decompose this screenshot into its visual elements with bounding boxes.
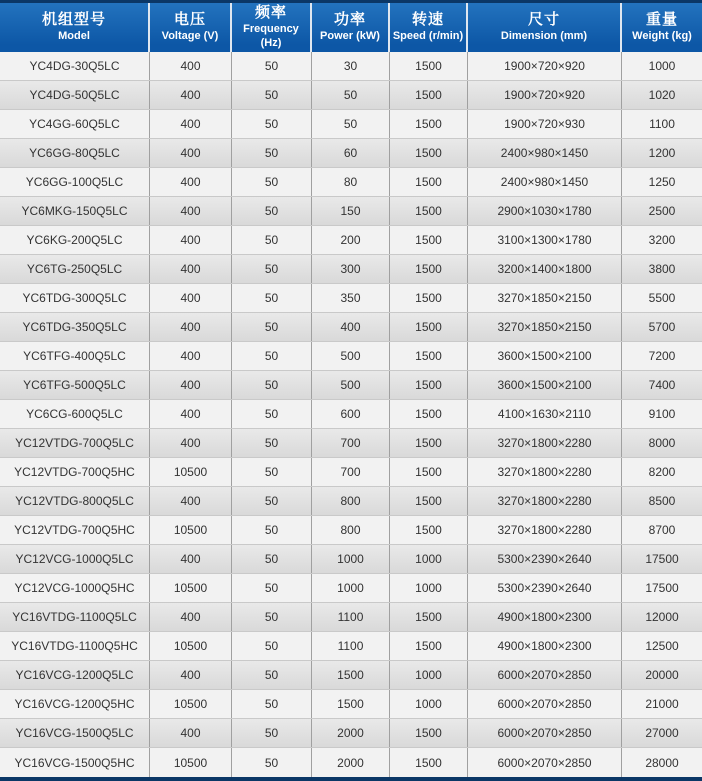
cell-model: YC6MKG-150Q5LC [0,197,150,225]
cell-power: 400 [312,313,390,341]
column-header-frequency-zh: 频率 [254,4,287,22]
cell-frequency: 50 [232,458,312,486]
cell-speed: 1500 [390,110,468,138]
column-header-speed-en: Speed (r/min) [392,30,464,42]
cell-speed: 1500 [390,371,468,399]
cell-dimension: 3270×1800×2280 [468,429,622,457]
cell-dimension: 2900×1030×1780 [468,197,622,225]
cell-speed: 1000 [390,545,468,573]
table-row [0,545,702,574]
cell-frequency: 50 [232,429,312,457]
cell-dimension: 4900×1800×2300 [468,603,622,631]
cell-voltage: 10500 [150,632,232,660]
cell-weight: 17500 [645,581,679,595]
cell-weight: 8200 [648,465,676,479]
cell-speed: 1500 [390,400,468,428]
cell-model: YC6TFG-500Q5LC [0,371,150,399]
cell-speed: 1000 [390,690,468,718]
cell-voltage: 400 [150,226,232,254]
cell-model: YC16VCG-1500Q5HC [0,748,150,777]
cell-frequency: 50 [232,748,312,777]
column-header-dimension-zh: 尺寸 [527,11,560,29]
cell-weight: 3800 [648,262,676,276]
table-row [0,284,702,313]
cell-model: YC16VCG-1500Q5LC [0,719,150,747]
column-header-frequency-en: Frequency (Hz) [243,23,299,49]
table-row [0,603,702,632]
cell-model: YC4DG-30Q5LC [0,52,150,80]
cell-model: YC6KG-200Q5LC [0,226,150,254]
column-header-voltage [150,3,232,52]
cell-voltage: 400 [150,110,232,138]
cell-frequency: 50 [232,313,312,341]
cell-voltage: 400 [150,545,232,573]
cell-voltage: 10500 [150,690,232,718]
column-header-dimension [468,3,622,52]
cell-model: YC16VCG-1200Q5HC [0,690,150,718]
cell-weight: 17500 [645,552,679,566]
cell-power: 1500 [312,661,390,689]
cell-power: 1000 [312,545,390,573]
cell-power: 500 [312,371,390,399]
cell-voltage: 400 [150,661,232,689]
cell-dimension: 4900×1800×2300 [468,632,622,660]
column-header-model-en: Model [58,30,90,42]
cell-power: 1000 [312,574,390,602]
table-row [0,429,702,458]
cell-weight: 20000 [645,668,679,682]
cell-weight: 9100 [648,407,676,421]
cell-frequency: 50 [232,81,312,109]
cell-dimension: 3600×1500×2100 [468,371,622,399]
cell-voltage: 400 [150,197,232,225]
cell-weight: 27000 [645,726,679,740]
table-row [0,197,702,226]
column-header-speed-zh: 转速 [411,11,444,29]
column-header-power-zh: 功率 [333,11,366,29]
cell-weight: 21000 [645,697,679,711]
column-header-weight-zh: 重量 [645,11,678,29]
cell-dimension: 3270×1850×2150 [468,313,622,341]
cell-frequency: 50 [232,139,312,167]
cell-dimension: 1900×720×920 [468,81,622,109]
cell-speed: 1000 [390,661,468,689]
cell-voltage: 400 [150,139,232,167]
cell-dimension: 5300×2390×2640 [468,574,622,602]
cell-power: 700 [312,429,390,457]
cell-frequency: 50 [232,603,312,631]
cell-voltage: 400 [150,81,232,109]
cell-voltage: 10500 [150,574,232,602]
table-row [0,313,702,342]
cell-model: YC4GG-60Q5LC [0,110,150,138]
table-header-row [0,3,702,52]
cell-model: YC16VTDG-1100Q5HC [0,632,150,660]
cell-frequency: 50 [232,487,312,515]
table-row [0,719,702,748]
table-row [0,574,702,603]
cell-frequency: 50 [232,342,312,370]
cell-dimension: 6000×2070×2850 [468,719,622,747]
cell-weight: 1250 [648,175,676,189]
cell-frequency: 50 [232,255,312,283]
table-row [0,690,702,719]
cell-model: YC6TG-250Q5LC [0,255,150,283]
cell-voltage: 400 [150,313,232,341]
cell-speed: 1500 [390,313,468,341]
column-header-weight-en: Weight (kg) [632,30,692,42]
cell-power: 600 [312,400,390,428]
cell-frequency: 50 [232,197,312,225]
cell-dimension: 3270×1800×2280 [468,516,622,544]
cell-power: 50 [312,110,390,138]
column-header-dimension-en: Dimension (mm) [500,30,588,42]
cell-power: 50 [312,81,390,109]
cell-speed: 1500 [390,516,468,544]
cell-weight: 8500 [648,494,676,508]
column-header-model [0,3,150,52]
cell-voltage: 400 [150,371,232,399]
cell-power: 350 [312,284,390,312]
cell-weight: 3200 [648,233,676,247]
column-header-voltage-en: Voltage (V) [161,30,219,42]
cell-frequency: 50 [232,371,312,399]
cell-weight: 8700 [648,523,676,537]
cell-dimension: 2400×980×1450 [468,168,622,196]
cell-model: YC16VCG-1200Q5LC [0,661,150,689]
table-body [0,52,702,777]
table-row [0,81,702,110]
table-row [0,748,702,777]
cell-power: 2000 [312,719,390,747]
column-header-voltage-zh: 电压 [173,11,206,29]
cell-power: 1100 [312,632,390,660]
cell-dimension: 1900×720×930 [468,110,622,138]
table-row [0,632,702,661]
cell-dimension: 3270×1850×2150 [468,284,622,312]
cell-model: YC6CG-600Q5LC [0,400,150,428]
cell-frequency: 50 [232,168,312,196]
table-row [0,371,702,400]
table-row [0,400,702,429]
cell-power: 60 [312,139,390,167]
cell-model: YC4DG-50Q5LC [0,81,150,109]
cell-model: YC12VTDG-700Q5HC [0,458,150,486]
column-header-frequency [232,3,312,52]
cell-dimension: 6000×2070×2850 [468,748,622,777]
cell-speed: 1500 [390,719,468,747]
cell-dimension: 3100×1300×1780 [468,226,622,254]
cell-power: 1500 [312,690,390,718]
cell-model: YC6TFG-400Q5LC [0,342,150,370]
cell-speed: 1500 [390,603,468,631]
cell-weight: 28000 [645,755,679,770]
column-header-speed [390,3,468,52]
cell-model: YC12VCG-1000Q5HC [0,574,150,602]
cell-voltage: 400 [150,487,232,515]
cell-model: YC12VTDG-700Q5LC [0,429,150,457]
cell-voltage: 400 [150,603,232,631]
cell-speed: 1500 [390,342,468,370]
column-header-model-zh: 机组型号 [41,11,106,29]
cell-speed: 1000 [390,574,468,602]
cell-power: 80 [312,168,390,196]
table-row [0,255,702,284]
cell-weight: 1200 [648,146,676,160]
cell-model: YC6GG-80Q5LC [0,139,150,167]
cell-speed: 1500 [390,139,468,167]
cell-dimension: 3600×1500×2100 [468,342,622,370]
cell-power: 2000 [312,748,390,777]
cell-speed: 1500 [390,52,468,80]
cell-model: YC12VTDG-800Q5LC [0,487,150,515]
cell-power: 300 [312,255,390,283]
cell-power: 700 [312,458,390,486]
cell-voltage: 400 [150,719,232,747]
cell-model: YC12VCG-1000Q5LC [0,545,150,573]
cell-frequency: 50 [232,284,312,312]
table-row [0,139,702,168]
cell-speed: 1500 [390,197,468,225]
cell-dimension: 3200×1400×1800 [468,255,622,283]
cell-speed: 1500 [390,81,468,109]
table-row [0,458,702,487]
cell-power: 500 [312,342,390,370]
cell-speed: 1500 [390,429,468,457]
cell-voltage: 400 [150,52,232,80]
cell-speed: 1500 [390,632,468,660]
cell-model: YC12VTDG-700Q5HC [0,516,150,544]
cell-frequency: 50 [232,719,312,747]
cell-frequency: 50 [232,574,312,602]
cell-dimension: 3270×1800×2280 [468,487,622,515]
table-row [0,110,702,139]
cell-weight: 1100 [649,117,675,131]
cell-weight: 12000 [645,610,679,624]
cell-frequency: 50 [232,632,312,660]
cell-voltage: 400 [150,168,232,196]
cell-frequency: 50 [232,52,312,80]
cell-speed: 1500 [390,226,468,254]
cell-weight: 7200 [648,349,676,363]
table-row [0,168,702,197]
table-row [0,487,702,516]
column-header-power [312,3,390,52]
cell-frequency: 50 [232,226,312,254]
cell-weight: 12500 [645,639,679,653]
cell-power: 800 [312,516,390,544]
cell-dimension: 4100×1630×2110 [468,400,622,428]
cell-dimension: 3270×1800×2280 [468,458,622,486]
cell-power: 30 [312,52,390,80]
cell-voltage: 400 [150,342,232,370]
table-row [0,52,702,81]
cell-weight: 5500 [648,291,676,305]
cell-weight: 1020 [648,88,676,102]
cell-model: YC6TDG-350Q5LC [0,313,150,341]
cell-speed: 1500 [390,487,468,515]
cell-weight: 5700 [648,320,676,334]
cell-dimension: 2400×980×1450 [468,139,622,167]
cell-speed: 1500 [390,748,468,777]
cell-power: 150 [312,197,390,225]
cell-power: 200 [312,226,390,254]
cell-speed: 1500 [390,168,468,196]
cell-dimension: 5300×2390×2640 [468,545,622,573]
cell-voltage: 400 [150,400,232,428]
cell-dimension: 6000×2070×2850 [468,661,622,689]
cell-speed: 1500 [390,284,468,312]
table-row [0,661,702,690]
cell-frequency: 50 [232,661,312,689]
cell-weight: 2500 [648,204,676,218]
cell-power: 1100 [312,603,390,631]
cell-model: YC6TDG-300Q5LC [0,284,150,312]
column-header-power-en: Power (kW) [320,30,380,42]
cell-dimension: 1900×720×920 [468,52,622,80]
cell-voltage: 400 [150,429,232,457]
cell-frequency: 50 [232,516,312,544]
cell-frequency: 50 [232,400,312,428]
table-row [0,516,702,545]
cell-voltage: 10500 [150,458,232,486]
cell-frequency: 50 [232,545,312,573]
cell-power: 800 [312,487,390,515]
cell-weight: 8000 [648,436,676,450]
cell-speed: 1500 [390,458,468,486]
cell-model: YC16VTDG-1100Q5LC [0,603,150,631]
table-row [0,342,702,371]
column-header-weight [622,3,702,52]
cell-voltage: 10500 [150,748,232,777]
cell-dimension: 6000×2070×2850 [468,690,622,718]
cell-speed: 1500 [390,255,468,283]
cell-voltage: 10500 [150,516,232,544]
cell-voltage: 400 [150,255,232,283]
cell-voltage: 400 [150,284,232,312]
cell-frequency: 50 [232,110,312,138]
cell-weight: 1000 [648,59,676,73]
cell-model: YC6GG-100Q5LC [0,168,150,196]
table-row [0,226,702,255]
cell-weight: 7400 [648,378,676,392]
cell-frequency: 50 [232,690,312,718]
